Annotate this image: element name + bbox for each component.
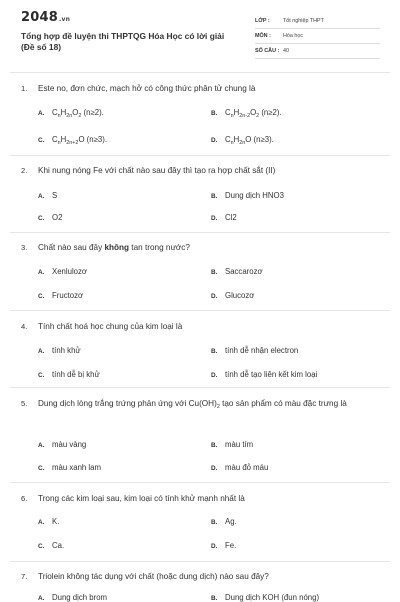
option-letter: C. [38, 465, 45, 472]
document-title: Tổng hợp đề luyện thi THPTQG Hóa Học có lời giải (Đề số 18) [21, 31, 225, 52]
meta-class-key: LỚP : [255, 18, 270, 24]
option-text: Fructozơ [52, 291, 84, 300]
option-text: Cl2 [225, 213, 237, 222]
question-text: Khi nung nóng Fe với chất nào sau đây thì tạo ra hợp chất sắt (II) [38, 166, 276, 175]
option-text: tính dễ tạo liên kết kim loại [225, 370, 318, 379]
meta-class-value: Tốt nghiệp THPT [283, 18, 324, 24]
option-c[interactable] [38, 291, 83, 300]
option-b[interactable] [211, 191, 284, 200]
option-b[interactable] [211, 346, 298, 355]
option-a[interactable] [38, 517, 59, 526]
option-letter: C. [38, 372, 45, 379]
divider [10, 387, 390, 388]
option-letter: A. [38, 519, 45, 526]
question-text: Triolein không tác dụng với chất (hoặc dung dịch) nào sau đây? [38, 572, 269, 581]
option-d[interactable] [211, 463, 268, 472]
option-text: Dung dịch HNO3 [225, 191, 284, 200]
option-text: Xenlulozơ [52, 267, 88, 276]
question-text: Trong các kim loại sau, kim loại có tính khử mạnh nhất là [38, 494, 245, 503]
option-letter: D. [211, 293, 218, 300]
option-letter: C. [38, 543, 45, 550]
option-letter: C. [38, 215, 45, 222]
option-letter: B. [211, 193, 218, 200]
option-letter: B. [211, 269, 218, 276]
question-text: Dung dịch lòng trắng trứng phản ứng với $Cu(OH)_2$ tạo sản phẩm có màu đặc trưng là [38, 399, 347, 410]
option-text: Dung dịch KOH (đun nóng) [225, 593, 320, 602]
option-d[interactable] [211, 213, 237, 222]
question-number: 3. [21, 243, 28, 252]
divider [10, 155, 390, 156]
option-text: Glucozơ [225, 291, 255, 300]
divider [10, 72, 390, 73]
divider [10, 310, 390, 311]
option-letter: B. [211, 348, 218, 355]
question-number: 5. [21, 399, 28, 408]
option-text: tính khử [52, 346, 81, 355]
option-a[interactable]: A. $C_nH_{2n}O_2$ (n≥2). [38, 108, 104, 119]
option-letter: B. [211, 110, 218, 117]
divider [10, 482, 390, 483]
option-text: S [52, 191, 58, 200]
option-d[interactable] [211, 370, 317, 379]
option-letter: A. [38, 348, 45, 355]
option-c[interactable]: C. $C_nH_{2n+2}O$ (n≥3). [38, 135, 107, 146]
option-letter: D. [211, 372, 218, 379]
option-a[interactable] [38, 440, 86, 449]
option-letter: A. [38, 595, 45, 602]
option-d[interactable]: D. $C_nH_{2n}O$ (n≥3). [211, 135, 274, 146]
option-a[interactable] [38, 346, 81, 355]
option-c[interactable] [38, 213, 62, 222]
option-text: Fe. [225, 541, 237, 550]
divider [10, 561, 390, 562]
meta-question-count [255, 44, 380, 59]
option-a[interactable] [38, 267, 87, 276]
option-b[interactable] [211, 517, 237, 526]
option-letter: D. [211, 137, 218, 144]
option-letter: B. [211, 595, 218, 602]
option-text: K. [52, 517, 60, 526]
option-letter: A. [38, 442, 45, 449]
option-a[interactable] [38, 593, 107, 602]
option-b[interactable] [211, 267, 263, 276]
option-letter: D. [211, 215, 218, 222]
option-d[interactable] [211, 291, 254, 300]
option-letter: B. [211, 519, 218, 526]
option-letter: A. [38, 269, 45, 276]
option-b[interactable] [211, 440, 253, 449]
option-text: Ca. [52, 541, 65, 550]
meta-count-key: SỐ CÂU : [255, 48, 280, 54]
option-text: Ag. [225, 517, 237, 526]
divider [10, 232, 390, 233]
question-number: 1. [21, 84, 28, 93]
meta-subject [255, 29, 380, 44]
option-text: màu đỏ máu [225, 463, 269, 472]
option-letter: B. [211, 442, 218, 449]
option-letter: A. [38, 110, 45, 117]
question-text: Chất nào sau đây không tan trong nước? [38, 243, 190, 252]
site-logo[interactable] [21, 10, 70, 25]
option-text: màu xanh lam [52, 463, 101, 472]
option-b[interactable]: B. $C_nH_{2n-2}O_2$ (n≥2). [211, 108, 282, 119]
option-letter: C. [38, 137, 45, 144]
option-letter: D. [211, 465, 218, 472]
option-text: màu tím [225, 440, 254, 449]
option-letter: D. [211, 543, 218, 550]
option-text: màu vàng [52, 440, 87, 449]
option-text: Saccarozơ [225, 267, 263, 276]
option-d[interactable] [211, 541, 236, 550]
question-number: 2. [21, 166, 28, 175]
meta-subject-key: MÔN : [255, 33, 271, 39]
option-b[interactable] [211, 593, 319, 602]
logo-main: 2048 [21, 10, 58, 25]
question-number: 7. [21, 572, 28, 581]
option-text: O2 [52, 213, 63, 222]
question-text: Tính chất hoá học chung của kim loại là [38, 322, 183, 331]
option-c[interactable] [38, 370, 100, 379]
question-text: Este no, đơn chức, mạch hở có công thức phân tử chung là [38, 84, 256, 93]
option-c[interactable] [38, 541, 64, 550]
option-text: tính dễ nhận electron [225, 346, 299, 355]
question-number: 6. [21, 494, 28, 503]
header [0, 0, 400, 64]
meta-subject-value: Hóa học [283, 33, 304, 39]
question-number: 4. [21, 322, 28, 331]
meta-class [255, 14, 380, 29]
meta-count-value: 40 [283, 48, 289, 54]
option-text: Dung dịch brom [52, 593, 108, 602]
option-letter: C. [38, 293, 45, 300]
option-letter: A. [38, 193, 45, 200]
option-text: tính dễ bị khử [52, 370, 100, 379]
emphasis-word: không [104, 243, 130, 252]
option-a[interactable] [38, 191, 57, 200]
option-c[interactable] [38, 463, 101, 472]
logo-tld: .vn [58, 16, 71, 23]
